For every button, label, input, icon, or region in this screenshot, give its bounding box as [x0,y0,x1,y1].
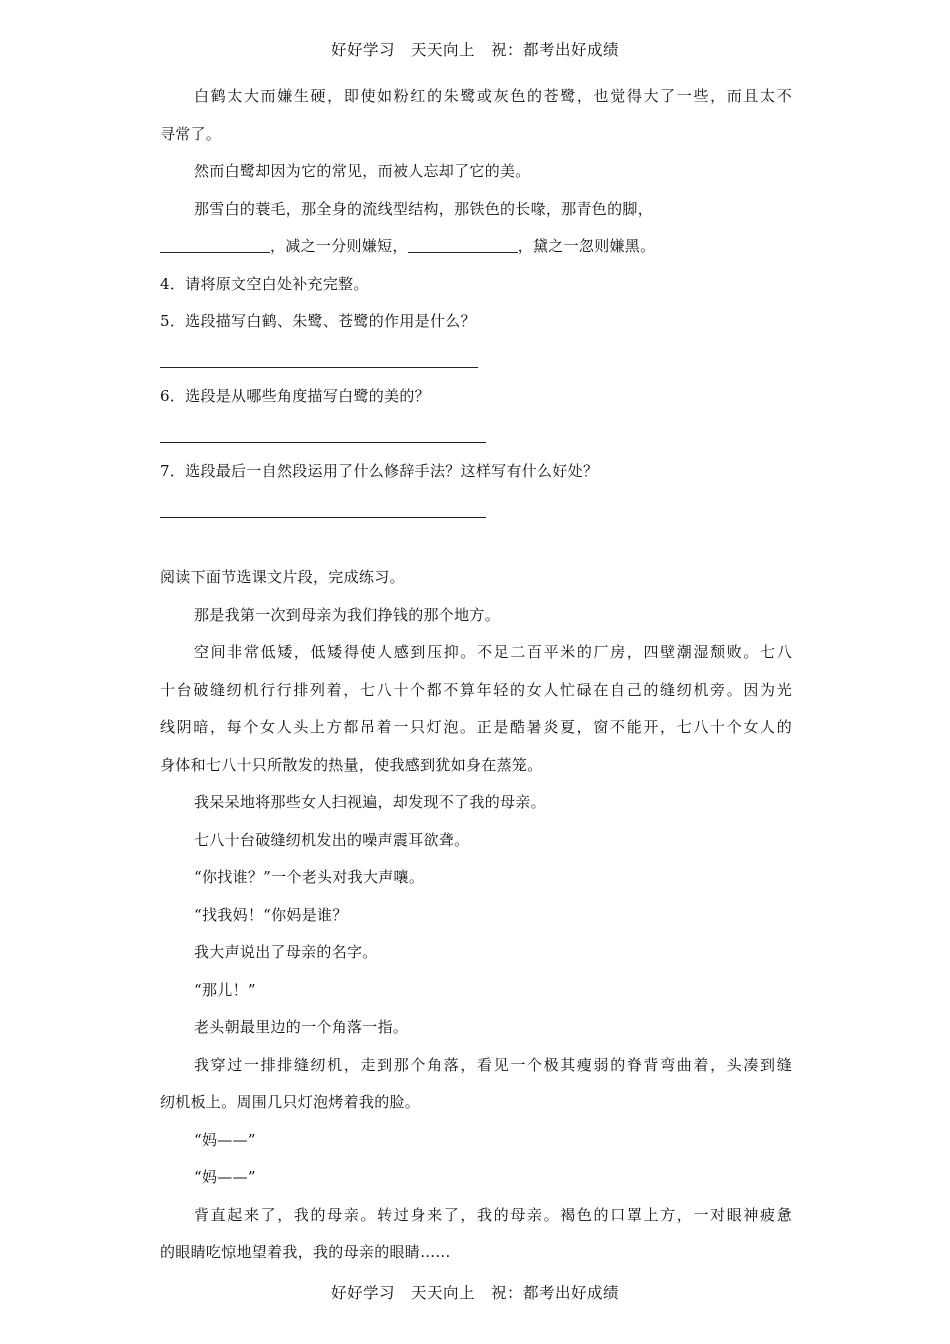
fill-in-blank-2[interactable] [408,234,518,253]
passage1-p1-line1: 白鹤太大而嫌生硬，即使如粉红的朱鹭或灰色的苍鹭，也觉得大了一些，而且太不 [194,87,792,105]
passage1-p1-line2: 寻常了。 [160,124,222,143]
passage2-line: 十台破缝纫机行行排列着，七八十个都不算年轻的女人忙碌在自己的缝纫机旁。因为光 [160,680,792,699]
page-content [160,78,792,1272]
passage1-fill-text-2: ，黛之一忽则嫌黑。 [517,237,656,255]
passage2-line: 线阴暗，每个女人头上方都吊着一只灯泡。正是酷暑炎夏，窗不能开，七八十个女人的 [160,718,792,736]
passage1-p3-line1: 那雪白的蓑毛，那全身的流线型结构，那铁色的长喙，那青色的脚， [194,199,654,218]
question-6: 6．选段是从哪些角度描写白鹭的美的？ [160,387,430,405]
passage2-line: 我大声说出了母亲的名字。 [194,943,378,961]
passage2-line: 的眼睛吃惊地望着我，我的母亲的眼睛…… [160,1243,451,1261]
passage1-p2: 然而白鹭却因为它的常见，而被人忘却了它的美。 [194,162,531,180]
passage2-line: “妈——” [194,1168,256,1186]
page-header: 好好学习 天天向上 祝：都考出好成绩 [330,41,619,59]
passage2-line: 纫机板上。周围几只灯泡烤着我的脸。 [160,1093,421,1111]
passage2-line: 空间非常低矮，低矮得使人感到压抑。不足二百平米的厂房，四壁潮湿颓败。七八 [194,643,792,661]
section2-intro: 阅读下面节选课文片段，完成练习。 [160,568,405,586]
passage2-line: “妈——” [194,1130,256,1149]
answer-line-7[interactable] [160,491,792,529]
passage2-line: 老头朝最里边的一个角落一指。 [194,1018,409,1036]
fill-in-blank-1[interactable] [160,234,270,253]
passage1-fill-text-1: ，减之一分则嫌短， [270,237,408,255]
question-7: 7．选段最后一自然段运用了什么修辞手法？这样写有什么好处？ [160,462,599,480]
page-footer: 好好学习 天天向上 祝：都考出好成绩 [330,1284,619,1302]
answer-line-6[interactable] [160,416,792,454]
passage2-line: “找我妈！“你妈是谁？ [194,905,348,924]
passage2-line: 那是我第一次到母亲为我们挣钱的那个地方。 [194,605,501,624]
passage2-line: 我呆呆地将那些女人扫视遍，却发现不了我的母亲。 [194,793,546,811]
answer-line-5[interactable] [160,341,792,379]
passage2-line: 我穿过一排排缝纫机，走到那个角落，看见一个极其瘦弱的脊背弯曲着，头凑到缝 [194,1055,792,1074]
passage2-line: 身体和七八十只所散发的热量，使我感到犹如身在蒸笼。 [160,755,543,774]
passage2-line: “那儿！” [194,980,256,999]
question-4: 4．请将原文空白处补充完整。 [160,274,369,293]
passage1-p3-line2 [160,228,792,266]
passage2-line: 背直起来了，我的母亲。转过身来了，我的母亲。褐色的口罩上方，一对眼神疲惫 [194,1205,792,1224]
passage2-line: 七八十台破缝纫机发出的噪声震耳欲聋。 [194,830,470,849]
passage2-line: “你找谁？”一个老头对我大声嚷。 [194,868,425,886]
question-5: 5．选段描写白鹤、朱鹭、苍鹭的作用是什么？ [160,312,476,330]
